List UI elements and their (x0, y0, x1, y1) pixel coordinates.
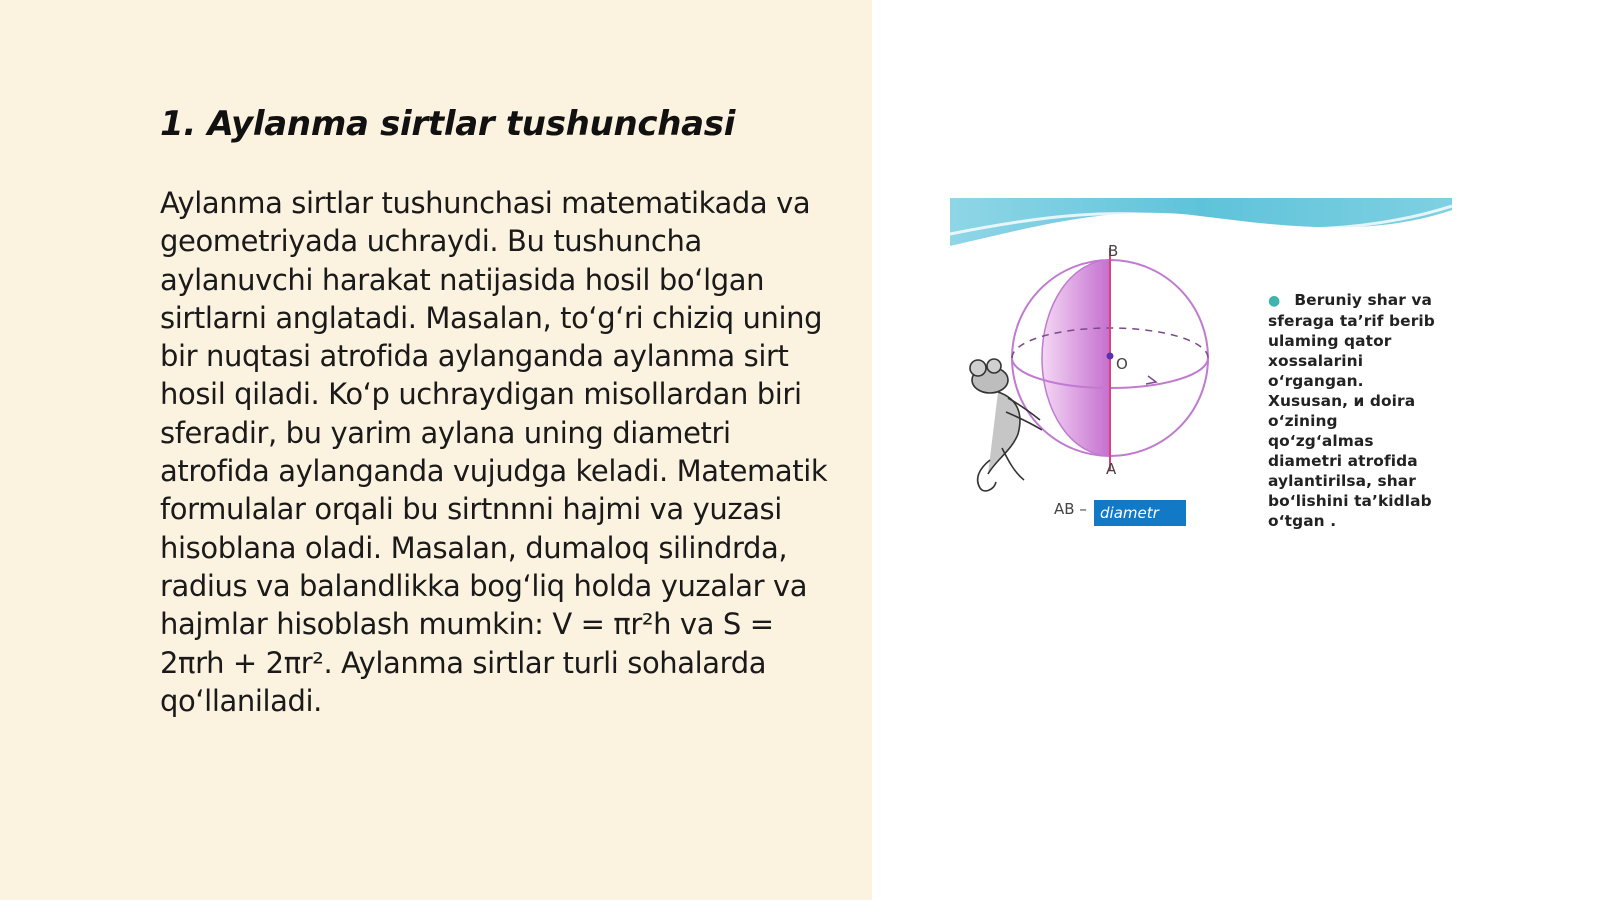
label-a: A (1106, 460, 1117, 478)
label-o: O (1116, 355, 1128, 373)
diameter-label: diametr (1094, 500, 1186, 526)
figure-bullet (1268, 290, 1448, 531)
label-b: B (1108, 242, 1119, 260)
label-ab: AB – (1054, 500, 1087, 518)
sphere-figure (950, 198, 1452, 538)
bullet-icon: ● (1268, 293, 1281, 309)
slide-body-text: Aylanma sirtlar tushunchasi matematikada va geometriyada uchraydi. Bu tushuncha aylanuvchi harakat natijasida hosil bo‘lgan sirtlarni anglatadi. Masalan, to‘g‘ri chiziq uning bir nuqtasi atrofida aylanganda aylanma sirt hosil qiladi. Ko‘p uchraydigan misollardan biri sferadir, bu yarim aylana uning diametri atrofida aylanganda vujudga keladi. Matematik formulalar orqali bu sirtnnni hajmi va yuzasi hisoblana oladi. Masalan, dumaloq silindrda, radius va balandlikka bog‘liq holda yuzalar va hajmlar hisoblash mumkin: V = πr²h va S = 2πrh + 2πr². Aylanma sirtlar turli sohalarda qo‘llaniladi. (160, 186, 828, 718)
center-point (1107, 353, 1114, 360)
figure-bullet-text: Beruniy shar va sferaga ta’rif berib ulaming qator xossalarini o‘rgangan. Xususan, и doira o‘zining qo‘zg‘almas diametri atrofida aylantirilsa, shar bo‘lishini ta’kidlab o‘tgan . (1268, 291, 1435, 530)
slide-title: 1. Aylanma sirtlar tushunchasi (160, 104, 736, 144)
